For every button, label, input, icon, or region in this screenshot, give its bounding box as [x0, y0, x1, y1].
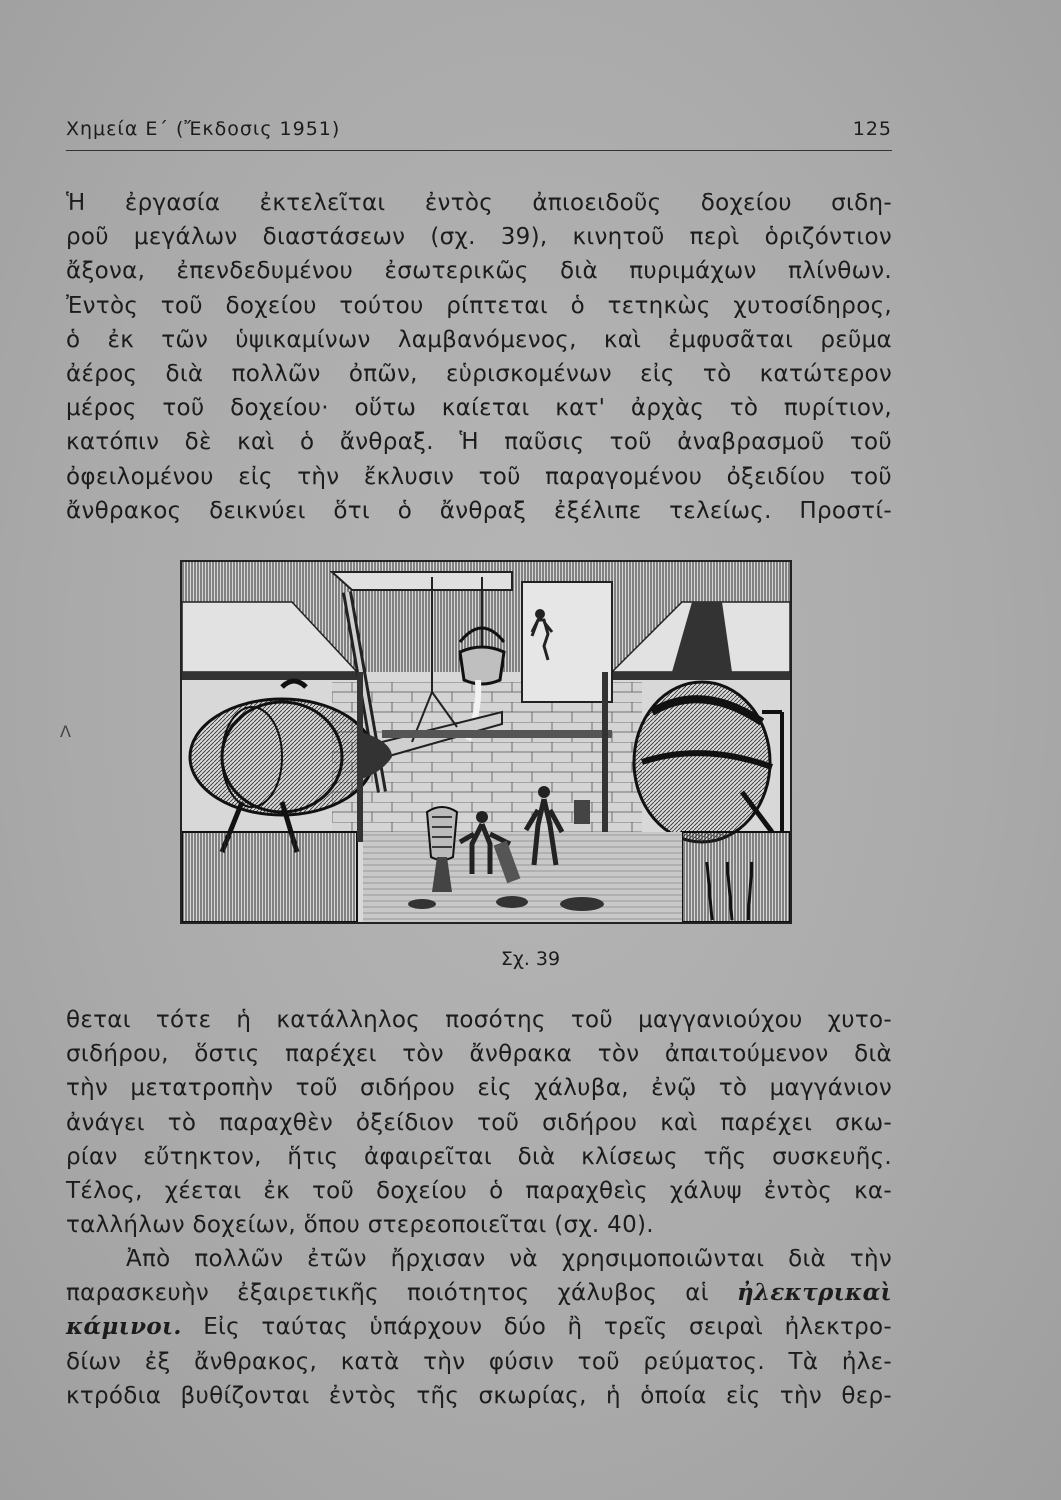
text-line: ἄνθρακος δεικνύει ὅτι ὁ ἄνθραξ ἐξέλιπε τελείως. Προστί-	[66, 497, 892, 524]
text-line: σιδήρου, ὅστις παρέχει τὸν ἄνθρακα τὸν ἀπαιτούμενον διὰ	[66, 1041, 892, 1068]
text-fragment: Εἰς ταύτας ὑπάρχουν δύο ἢ τρεῖς σειραὶ ἠλεκτρο-	[181, 1314, 892, 1341]
margin-pencil-mark: Λ	[60, 722, 71, 741]
text-line: κτρόδια βυθίζονται ἐντὸς τῆς σκωρίας, ἡ ὁποία εἰς τὴν θερ-	[66, 1382, 892, 1409]
text-line: ταλλήλων δοχείων, ὅπου στερεοποιεῖται (σχ. 40).	[66, 1212, 654, 1239]
text-line: κατόπιν δὲ καὶ ὁ ἄνθραξ. Ἡ παῦσις τοῦ ἀναβρασμοῦ τοῦ	[66, 429, 892, 456]
text-line: Ἡ ἐργασία ἐκτελεῖται ἐντὸς ἀπιοειδοῦς δοχείου σιδη-	[66, 190, 892, 216]
figure-caption: Σχ. 39	[500, 948, 561, 970]
paragraph-1	[66, 186, 892, 528]
converter-engraving	[182, 562, 790, 922]
text-line: ἀέρος διὰ πολλῶν ὀπῶν, εὑρισκομένων εἰς τὸ κατώτερον	[66, 361, 892, 388]
running-title: Χημεία Ε΄ (Ἔκδοσις 1951)	[66, 118, 341, 140]
text-fragment: παρασκευὴν ἐξαιρετικῆς ποιότητος χάλυβος αἱ	[66, 1280, 709, 1307]
text-line	[66, 1276, 892, 1310]
emphasized-term: κάμινοι.	[66, 1313, 182, 1341]
emphasized-term: ἠλεκτρικαὶ	[736, 1279, 892, 1307]
text-line: Ἐντὸς τοῦ δοχείου τούτου ρίπτεται ὁ τετηκὼς χυτοσίδηρος,	[66, 292, 892, 319]
text-line: ἄξονα, ἐπενδεδυμένου ἐσωτερικῶς διὰ πυριμάχων πλίνθων.	[66, 258, 892, 285]
text-line: μέρος τοῦ δοχείου· οὕτω καίεται κατ' ἀρχὰς τὸ πυρίτιον,	[66, 395, 892, 422]
text-line	[66, 1310, 892, 1344]
text-line: θεται τότε ἡ κατάλληλος ποσότης τοῦ μαγγανιούχου χυτο-	[66, 1007, 892, 1033]
text-line: ὀφειλομένου εἰς τὴν ἔκλυσιν τοῦ παραγομένου ὀξειδίου τοῦ	[66, 463, 892, 490]
text-line: ἀνάγει τὸ παραχθὲν ὀξείδιον τοῦ σιδήρου καὶ παρέχει σκω-	[66, 1109, 892, 1136]
figure-bessemer-converter-illustration	[180, 560, 792, 924]
text-line: Ἀπὸ πολλῶν ἐτῶν ἤρχισαν νὰ χρησιμοποιῶνται διὰ τὴν	[126, 1246, 892, 1272]
text-line: ὁ ἐκ τῶν ὑψικαμίνων λαμβανόμενος, καὶ ἐμφυσᾶται ρεῦμα	[66, 326, 892, 353]
paragraph-3	[66, 1242, 892, 1413]
text-line: τὴν μετατροπὴν τοῦ σιδήρου εἰς χάλυβα, ἐνῷ τὸ μαγγάνιον	[66, 1075, 892, 1102]
header-rule	[66, 150, 892, 151]
page-number: 125	[852, 118, 892, 140]
text-line: ρίαν εὔτηκτον, ἥτις ἀφαιρεῖται διὰ κλίσεως τῆς συσκευῆς.	[66, 1143, 892, 1170]
text-line: δίων ἐξ ἄνθρακος, κατὰ τὴν φύσιν τοῦ ρεύματος. Τὰ ἠλε-	[66, 1348, 892, 1375]
text-line: ροῦ μεγάλων διαστάσεων (σχ. 39), κινητοῦ περὶ ὁριζόντιον	[66, 224, 892, 251]
paragraph-2	[66, 1003, 892, 1242]
running-header	[66, 118, 892, 148]
text-line: Τέλος, χέεται ἐκ τοῦ δοχείου ὁ παραχθεὶς χάλυψ ἐντὸς κα-	[66, 1178, 892, 1205]
